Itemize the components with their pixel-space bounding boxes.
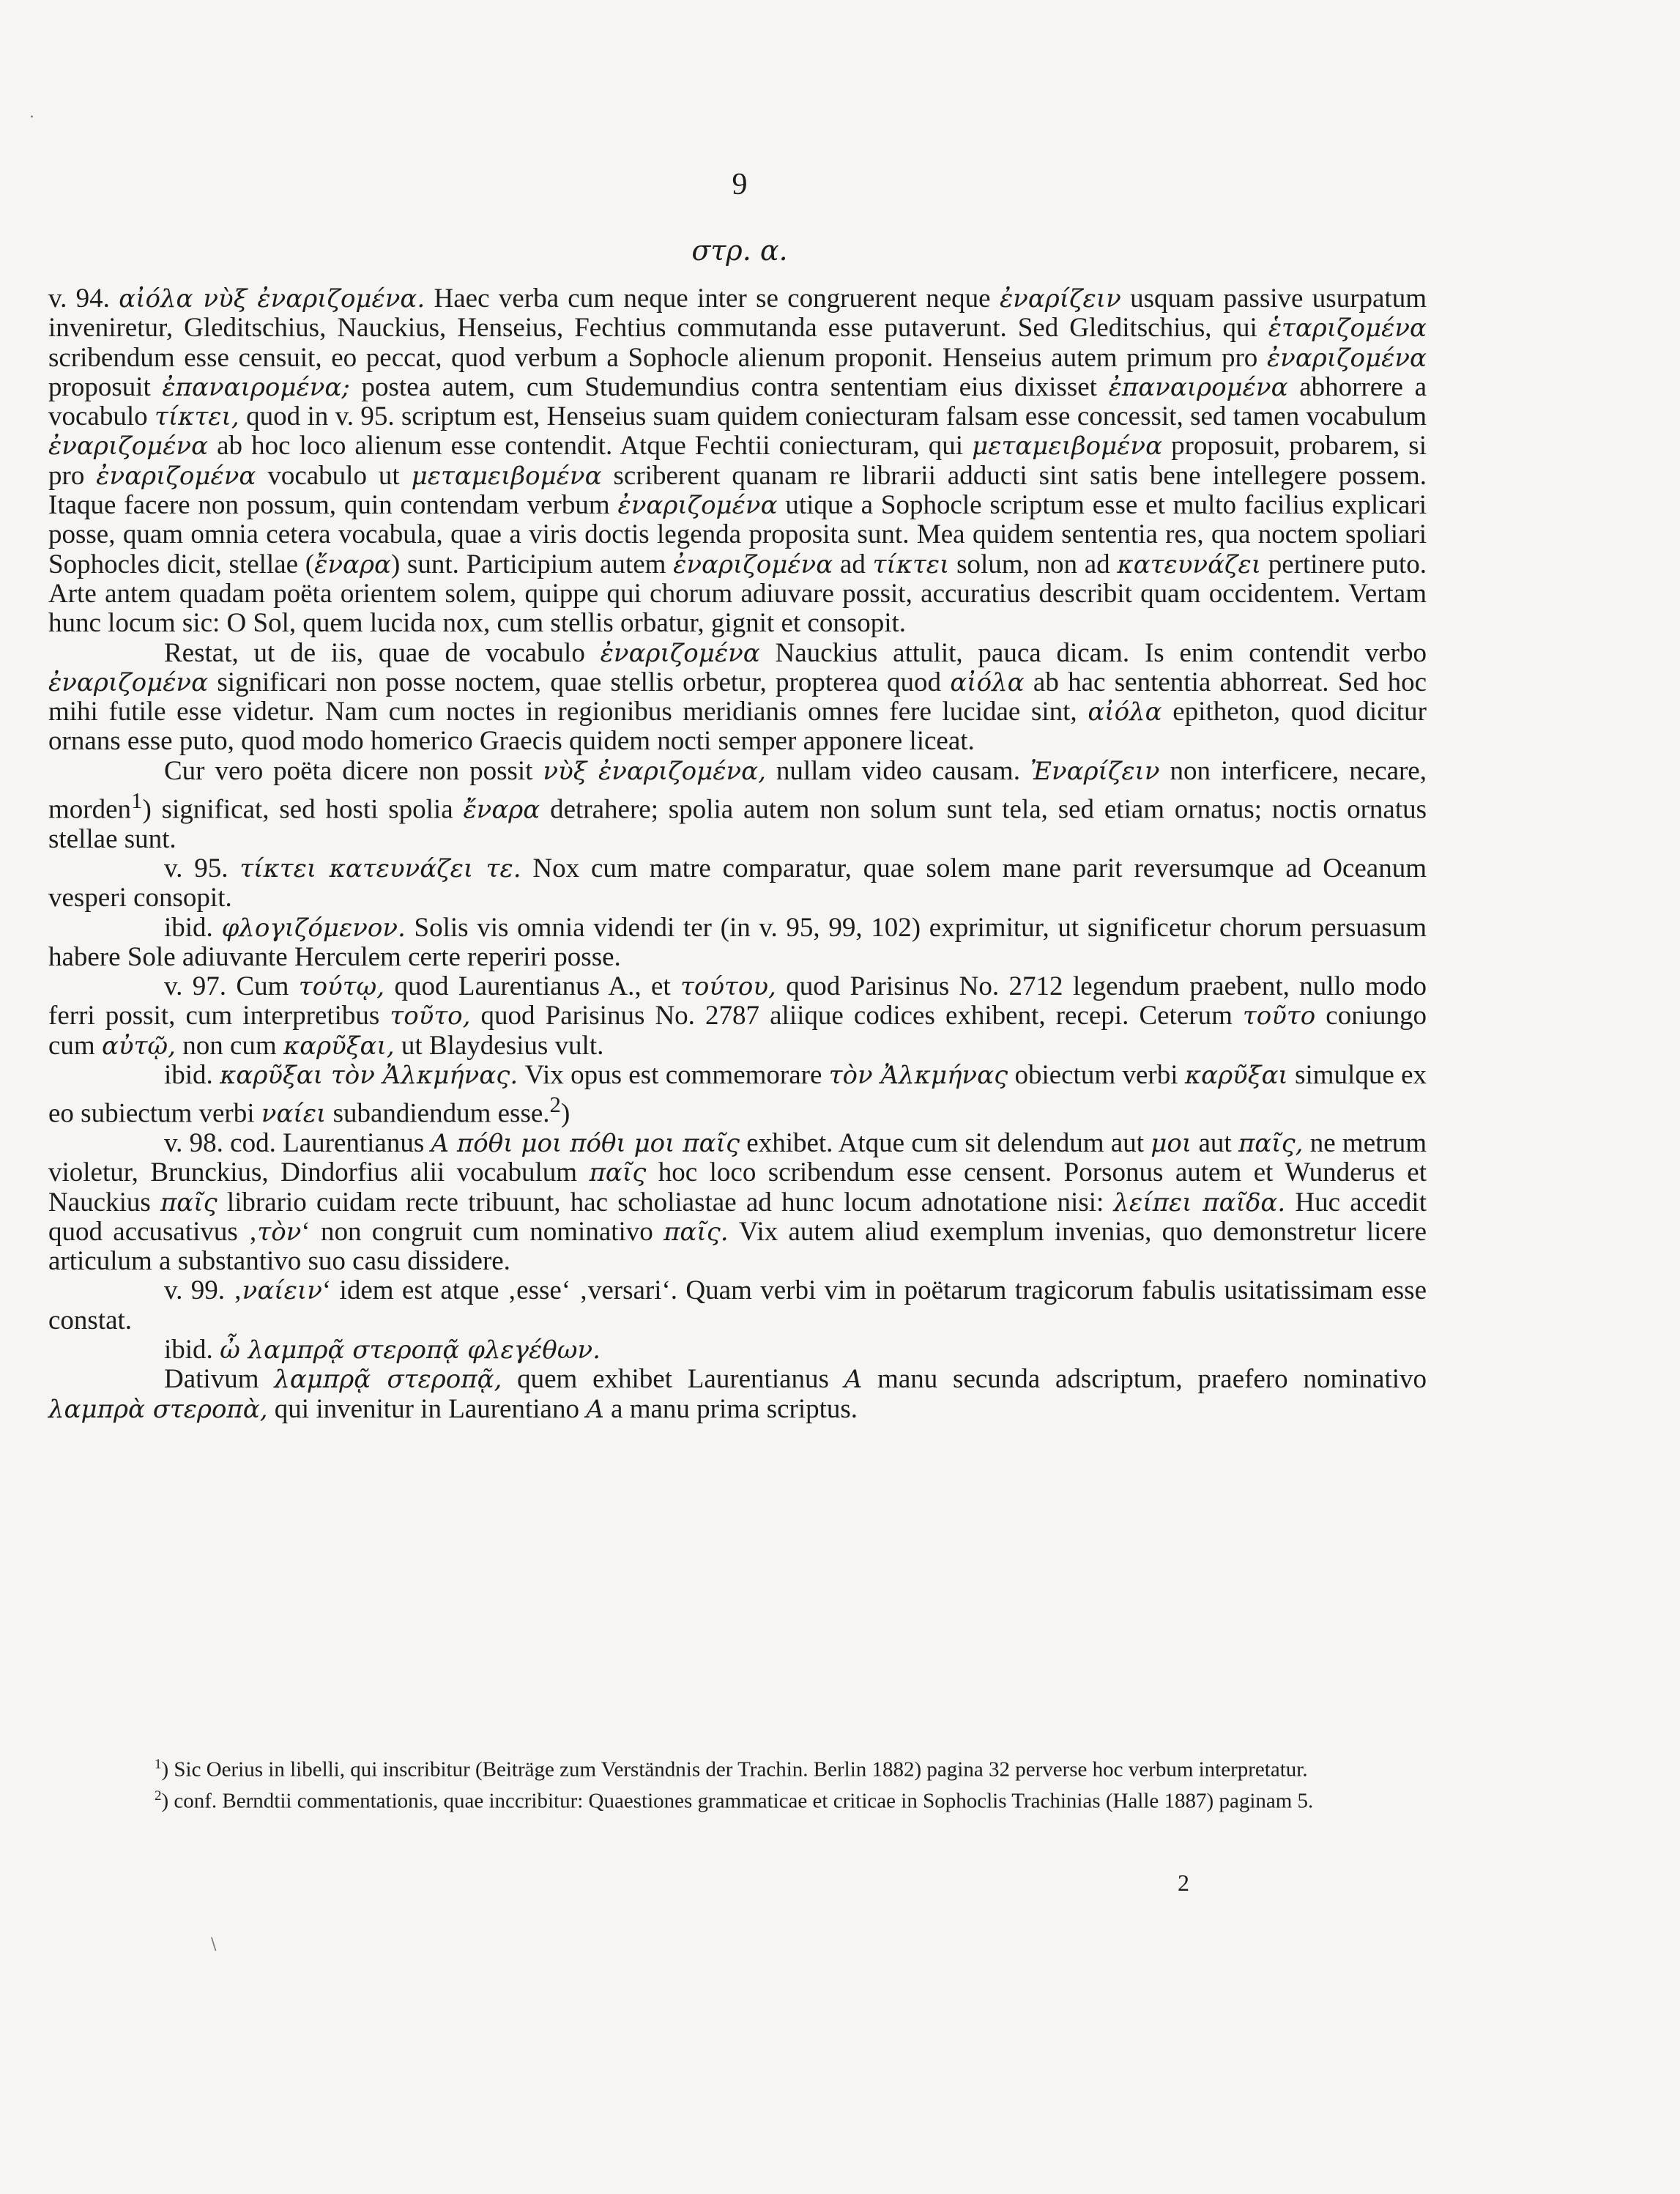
text-run: scriberent quanam re librarii adducti sint satis bene intellegere possem. Itaque facere non possum, quin contendam verbum bbox=[48, 460, 1427, 521]
text-run: Nauckius attulit, pauca dicam. Is enim contendit verbo bbox=[759, 637, 1427, 668]
text-run: significari non posse noctem, quae stellis orbetur, propterea quod bbox=[208, 667, 951, 697]
footnote-ref: 1 bbox=[131, 788, 143, 814]
greek-term: νὺξ ἐναριζομένα, bbox=[543, 756, 766, 786]
greek-term: A πόθι μοι πόθι μοι παῖς bbox=[431, 1128, 740, 1158]
text-run: quod Parisinus No. 2787 aliique codices exhibent, recepi. Ceterum bbox=[470, 1001, 1243, 1031]
scan-speck: \ bbox=[211, 1935, 217, 1954]
text-run: ad bbox=[833, 549, 873, 579]
text-run: coniungo cum bbox=[48, 1001, 1427, 1061]
paragraph bbox=[48, 1276, 1427, 1335]
greek-term: τίκτει, bbox=[155, 402, 239, 432]
main-text bbox=[48, 284, 1427, 1424]
text-run: v. 94. bbox=[48, 283, 119, 314]
greek-term: ναίειν bbox=[242, 1276, 322, 1306]
text-run: a manu prima scriptus. bbox=[603, 1393, 858, 1424]
greek-term: αἰόλα bbox=[950, 667, 1025, 697]
paragraph bbox=[48, 1129, 1427, 1276]
strophe-heading: στρ. α. bbox=[691, 234, 788, 267]
paragraph bbox=[48, 284, 1427, 639]
greek-term: ἐναριζομένα bbox=[600, 638, 760, 668]
greek-term: τοῦτο, bbox=[390, 1001, 471, 1031]
text-run: proposuit, probarem, si pro bbox=[48, 431, 1427, 491]
text-run: nullam video causam. bbox=[765, 755, 1030, 786]
text-run: ‘ idem est atque ‚esse‘ ‚versari‘. Quam verbi vim in poëtarum tragicorum fabulis usitatissimam esse constat. bbox=[48, 1275, 1427, 1335]
greek-term: τούτου, bbox=[680, 972, 776, 1002]
greek-term: τούτῳ, bbox=[298, 972, 385, 1002]
text-run: librario cuidam recte tribuunt, hac scholiastae ad hunc locum adnotatione nisi: bbox=[217, 1187, 1114, 1218]
text-run: usquam passive usurpatum inveniretur, Gleditschius, Nauckius, Henseius, Fechtius commutanda esse putaverunt. Sed Gleditschius, qui bbox=[48, 283, 1427, 344]
text-run: ibid. bbox=[164, 1335, 220, 1365]
greek-term: λείπει παῖδα. bbox=[1113, 1187, 1286, 1218]
text-run: ab hoc loco alienum esse contendit. Atque Fechtii coniecturam, qui bbox=[208, 431, 973, 462]
greek-term: ἐναριζομένα bbox=[48, 667, 209, 697]
footnote-ref: 2 bbox=[155, 1787, 162, 1804]
text-run: v. 97. Cum bbox=[164, 971, 299, 1002]
text-run: Cur vero poëta dicere non possit bbox=[164, 755, 543, 786]
text-run: Huc accedit quod accusativus ‚ bbox=[48, 1187, 1427, 1247]
text-run: Vix autem aliud exemplum invenias, quo demonstretur licere articulum a substantivo suo casu dissidere. bbox=[48, 1216, 1427, 1277]
greek-term: ἑταριζομένα bbox=[1268, 314, 1427, 344]
text-run: quod Laurentianus A., et bbox=[384, 971, 681, 1002]
paragraph bbox=[48, 757, 1427, 854]
greek-term: τὸν Ἀλκμήνας bbox=[828, 1061, 1008, 1091]
footnote bbox=[48, 1752, 1427, 1782]
footnote-ref: 2 bbox=[549, 1092, 561, 1118]
text-run: ab hac sententia abhorreat. Sed hoc mihi futile esse videtur. Nam cum noctes in regionibus meridianis omnes fere lucidae sint, bbox=[48, 667, 1427, 727]
page-number: 9 bbox=[732, 168, 748, 201]
greek-term: καρῦξαι, bbox=[283, 1031, 395, 1061]
text-run: ut Blaydesius vult. bbox=[394, 1030, 604, 1061]
greek-term: καρῦξαι τὸν Ἀλκμήνας. bbox=[220, 1061, 519, 1091]
greek-term: παῖς bbox=[589, 1158, 647, 1188]
greek-term: παῖς. bbox=[664, 1217, 729, 1247]
greek-term: ἐναριζομένα bbox=[48, 431, 209, 462]
greek-term: ἔναρα bbox=[314, 549, 391, 579]
text-run: ) conf. Berndtii commentationis, quae inccribitur: Quaestiones grammaticae et criticae in Sophoclis Trachinias (Halle 1887) paginam 5. bbox=[161, 1789, 1314, 1813]
text-run: Vix opus est commemorare bbox=[518, 1060, 829, 1091]
text-run: quod in v. 95. scriptum est, Henseius suam quidem coniecturam falsam esse concessit, sed tamen vocabulum bbox=[239, 401, 1427, 432]
text-run: quod Parisinus No. 2712 legendum praebent, nullo modo ferri possit, cum interpretibus bbox=[48, 971, 1427, 1031]
greek-term: αἰόλα νὺξ ἐναριζομένα. bbox=[119, 284, 425, 314]
text-run: Solis vis omnia videndi ter (in v. 95, 99, 102) exprimitur, ut significetur chorum persuasum habere Sole adiuvante Herculem certe reperiri posse. bbox=[48, 912, 1427, 972]
text-run: Haec verba cum neque inter se congruerent neque bbox=[425, 283, 1000, 314]
greek-term: ἐναρίζειν bbox=[999, 284, 1121, 314]
text-run: quem exhibet Laurentianus bbox=[502, 1364, 844, 1395]
text-run: ‘ non congruit cum nominativo bbox=[301, 1216, 664, 1247]
greek-term: A bbox=[844, 1365, 863, 1395]
greek-term: ἐναριζομένα bbox=[96, 461, 256, 491]
paragraph bbox=[48, 972, 1427, 1061]
text-run: manu secunda adscriptum, praefero nominativo bbox=[862, 1364, 1427, 1395]
greek-term: μεταμειβομένα bbox=[972, 431, 1163, 462]
text-run: proposuit bbox=[48, 371, 163, 402]
greek-term: παῖς bbox=[160, 1187, 218, 1218]
text-run: solum, non ad bbox=[949, 549, 1118, 579]
greek-term: ὦ λαμπρᾷ στεροπᾷ φλεγέθων. bbox=[220, 1335, 601, 1365]
greek-term: ἔναρα bbox=[463, 795, 540, 825]
greek-term: λαμπρὰ στεροπὰ, bbox=[48, 1394, 268, 1424]
text-run: v. 98. cod. Laurentianus bbox=[164, 1127, 431, 1158]
greek-term: A bbox=[586, 1394, 604, 1424]
paragraph bbox=[48, 854, 1427, 913]
greek-term: ἐναριζομένα bbox=[617, 491, 778, 521]
text-run: Dativum bbox=[164, 1364, 275, 1395]
greek-term: αἰόλα bbox=[1088, 697, 1162, 727]
greek-term: ἐπαναιρομένα bbox=[1108, 372, 1288, 402]
greek-term: τοῦτο bbox=[1242, 1001, 1316, 1031]
paragraph bbox=[48, 1335, 1427, 1365]
scan-speck: · bbox=[29, 108, 34, 127]
text-run: Nox cum matre comparatur, quae solem mane parit reversumque ad Oceanum vesperi consopit. bbox=[48, 853, 1427, 913]
greek-term: κατευνάζει bbox=[1117, 549, 1262, 579]
greek-term: ἐναριζομένα bbox=[673, 549, 833, 579]
greek-term: ναίει bbox=[261, 1099, 327, 1129]
text-run: aut bbox=[1192, 1127, 1238, 1158]
text-run: pertinere puto. Arte antem quadam poëta orientem solem, quippe qui chorum adiuvare possit, accuratius describit quam occidentem. Vertam hunc locum sic: O Sol, quem lucida nox, cum stellis orbatur, gignit et consopit. bbox=[48, 549, 1427, 639]
greek-term: λαμπρᾷ στεροπᾷ, bbox=[274, 1365, 502, 1395]
text-run: non interficere, necare, morden bbox=[48, 755, 1427, 825]
paragraph bbox=[48, 639, 1427, 757]
text-run: ) bbox=[560, 1098, 570, 1129]
text-run: ne metrum violetur, Brunckius, Dindorfius alii vocabulum bbox=[48, 1127, 1427, 1188]
footnote bbox=[48, 1784, 1427, 1814]
greek-term: τίκτει bbox=[872, 549, 950, 579]
signature-mark: 2 bbox=[1178, 1869, 1189, 1896]
text-run: vocabulo ut bbox=[256, 460, 412, 491]
text-run: hoc loco scribendum esse censent. Porsonus autem et Wunderus et Nauckius bbox=[48, 1157, 1427, 1218]
text-run: v. 95. bbox=[164, 853, 240, 883]
text-run: ) Sic Oerius in libelli, qui inscribitur (Beiträge zum Verständnis der Trachin. Berlin 1882) pagina 32 perverse hoc verbum interpretatur. bbox=[161, 1757, 1308, 1782]
greek-term: αὐτῷ, bbox=[101, 1031, 176, 1061]
text-run: exhibet. Atque cum sit delendum aut bbox=[740, 1127, 1151, 1158]
text-run: ) significat, sed hosti spolia bbox=[142, 794, 464, 825]
greek-term: τίκτει κατευνάζει τε. bbox=[239, 853, 521, 883]
greek-term: τὸν bbox=[257, 1217, 302, 1247]
text-run: ) sunt. Participium autem bbox=[390, 549, 674, 579]
text-run: epitheton, quod dicitur ornans esse puto, quod modo homerico Graecis quidem nocti semper apponere liceat. bbox=[48, 697, 1427, 757]
text-run: qui invenitur in Laurentiano bbox=[267, 1393, 587, 1424]
text-run: ibid. bbox=[164, 912, 222, 943]
greek-term: ἐπαναιρομένα; bbox=[162, 372, 350, 402]
footnote-ref: 1 bbox=[155, 1757, 162, 1772]
text-run: scribendum esse censuit, eo peccat, quod verbum a Sophocle alienum proponit. Henseius autem primum pro bbox=[48, 342, 1267, 373]
greek-term: μεταμειβομένα bbox=[411, 461, 602, 491]
greek-term: παῖς, bbox=[1238, 1128, 1304, 1158]
text-run: Restat, ut de iis, quae de vocabulo bbox=[164, 637, 601, 668]
text-run: utique a Sophocle scriptum esse et multo facilius explicari posse, quam omnia cetera vocabula, quae a viris doctis legenda proposita sunt. Mea quidem sententia res, qua noctem spoliari Sophocles dicit, stellae ( bbox=[48, 490, 1427, 579]
text-run: detrahere; spolia autem non solum sunt tela, sed etiam ornatus; noctis ornatus stellae sunt. bbox=[48, 794, 1427, 854]
text-run: postea autem, cum Studemundius contra sententiam eius dixisset bbox=[349, 371, 1109, 402]
text-run: non cum bbox=[175, 1030, 283, 1061]
paragraph bbox=[48, 913, 1427, 973]
greek-term: καρῦξαι bbox=[1184, 1061, 1288, 1091]
text-run: ibid. bbox=[164, 1060, 220, 1091]
paragraph bbox=[48, 1061, 1427, 1129]
greek-term: ἐναριζομένα bbox=[1266, 343, 1427, 373]
text-run: abhorrere a vocabulo bbox=[48, 371, 1427, 432]
greek-term: Ἐναρίζειν bbox=[1030, 756, 1160, 786]
footnotes bbox=[48, 1752, 1427, 1815]
text-run: obiectum verbi bbox=[1008, 1060, 1185, 1091]
paragraph bbox=[48, 1365, 1427, 1424]
greek-term: μοι bbox=[1151, 1128, 1192, 1158]
text-run: subandiendum esse. bbox=[326, 1098, 550, 1129]
greek-term: φλογιζόμενον. bbox=[221, 913, 406, 943]
text-run: v. 99. ‚ bbox=[164, 1275, 242, 1306]
text-run: simulque ex eo subiectum verbi bbox=[48, 1060, 1427, 1129]
